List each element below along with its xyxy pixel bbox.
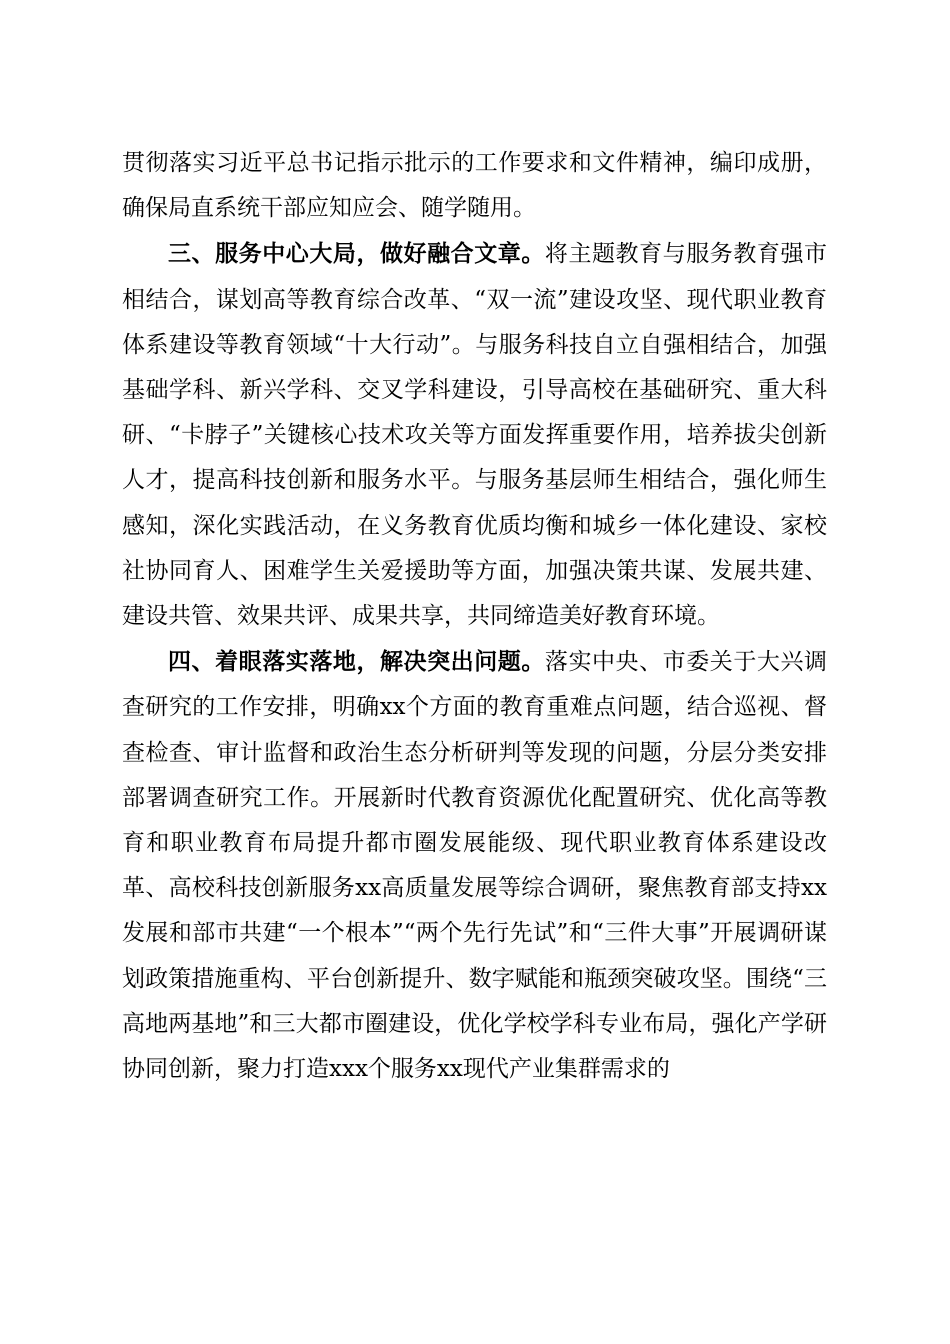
paragraph-continuation [122, 141, 827, 231]
section-three-heading: 三、服务中心大局，做好融合文章。 [168, 240, 545, 268]
paragraph-text: 贯彻落实习近平总书记指示批示的工作要求和文件精神，编印成册，确保局直系统干部应知应会、随学随用。 [122, 150, 827, 222]
section-four-text: 落实中央、市委关于大兴调查研究的工作安排，明确xx个方面的教育重难点问题，结合巡视、督查检查、审计监督和政治生态分析研判等发现的问题，分层分类安排部署调查研究工作。开展新时代教育资源优化配置研究、优化高等教育和职业教育布局提升都市圈发展能级、现代职业教育体系建设改革、高校科技创新服务xx高质量发展等综合调研，聚焦教育部支持xx发展和部市共建“一个根本”“两个先行先试”和“三件大事”开展调研谋划政策措施重构、平台创新提升、数字赋能和瓶颈突破攻坚。围绕“三高地两基地”和三大都市圈建设，优化学校学科专业布局，强化产学研协同创新，聚力打造xxx个服务xx现代产业集群需求的 [122, 649, 828, 1083]
section-three-text: 将主题教育与服务教育强市相结合，谋划高等教育综合改革、“双一流”建设攻坚、现代职业教育体系建设等教育领域“十大行动”。与服务科技自立自强相结合，加强基础学科、新兴学科、交叉学科建设，引导高校在基础研究、重大科研、“卡脖子”关键核心技术攻关等方面发挥重要作用，培养拔尖创新人才，提高科技创新和服务水平。与服务基层师生相结合，强化师生感知，深化实践活动，在义务教育优质均衡和城乡一体化建设、家校社协同育人、困难学生关爱援助等方面，加强决策共谋、发展共建、建设共管、效果共评、成果共享，共同缔造美好教育环境。 [122, 241, 828, 630]
paragraph-section-four [122, 639, 827, 1092]
document-body [122, 141, 827, 1092]
section-four-heading: 四、着眼落实落地，解决突出问题。 [168, 648, 545, 676]
paragraph-section-three [122, 231, 827, 639]
